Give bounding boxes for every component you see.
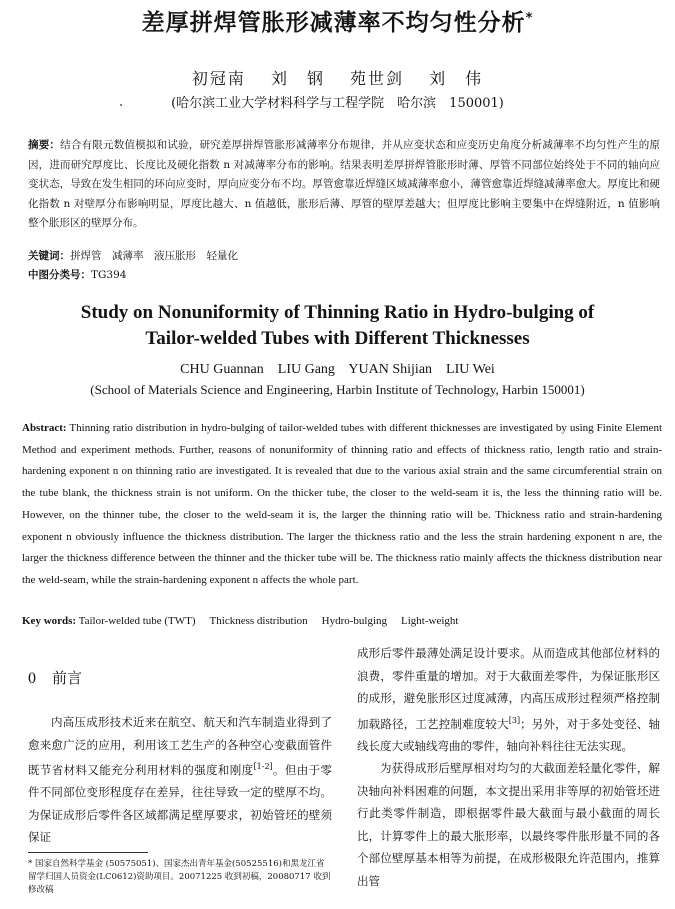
author-cn: 初冠南 [191,69,246,88]
abstract-en-text: Thinning ratio distribution in hydro-bulging of tailor-welded tubes with different thicknesses are investigated by using Finite Element Method and experiment methods. Further, reasons of nonuniformity of thinning ratio and effects of thickness ratio, length ratio and strain-hardening exponent n on thinning ratio are investigated. It is revealed that due to the various axial strain and the same circumferential strain on the tube blank, the thickness strain is not uniform. On the thicker tube, the closer to the weld-seam it is, the less the thinning ratio will be. However, on the thinner tube, the closer to the weld-seam it is, the larger the thinning ratio will be. Thickness ratio and strain-hardening exponent n obviously influence the thickness distribution. The larger the thickness ratio and the less the strain hardening exponent n are, the larger the thickness difference between the thinner and the thicker tube will be. The thickness ratio mainly affects the thickness distribution near the weld-seam, while the strain-hardening exponent n affects the whole part. [22,422,662,586]
title-en-line: Tailor-welded Tubes with Different Thicknesses [145,328,530,349]
clc-label: 中图分类号： [28,269,91,281]
section-title: 前言 [52,669,83,687]
body-text: ；另外，对于多处变径、轴线长度大或轴线弯曲的零件，轴向补料往往无法实现。 [357,716,660,753]
abstract-cn [28,136,660,234]
keyword-en: Light-weight [401,615,459,627]
keywords-cn-label: 关键词： [28,250,70,262]
keyword-cn: 轻量化 [206,250,238,262]
keywords-cn [28,247,660,267]
author-en: LIU Wei [446,362,495,377]
author-cn: 刘 伟 [429,69,484,88]
body-column-left [28,711,332,849]
clc-value: TG394 [91,269,127,281]
body-text: 。但由于零件不同部位变形程度存在差异，往往导致一定的壁厚不均。为保证成形后零件各区域都满足壁厚要求，初始管坯的壁须保证 [28,762,333,845]
body-text: 内高压成形技术近来在航空、航天和汽车制造业得到了愈来愈广泛的应用，利用该工艺生产的各种空心变截面管件既节省材料又能充分利用材料的强度和刚度 [28,715,332,777]
body-paragraph: 为获得成形后壁厚相对均匀的大截面差轻量化零件，解决轴向补料困难的问题，本文提出采用非等厚的初始管坯进行此类零件制造，即根据零件最大截面与最小截面的周长比，计算零件上的最大胀形率，以最终零件胀形量不同的各个部位壁厚基本相等为前提，在成形极限允许范围内，推算出管 [357,761,660,888]
paper-title-en [0,300,675,352]
paper-title-cn [0,8,675,38]
footnote-divider [28,852,148,853]
title-footnote-marker: * [525,11,534,26]
funding-footnote: * 国家自然科学基金 (50575051)、国家杰出青年基金(50525516)和黑龙江省留学归国人员资金(LC0612)资助项目。20071225 收到初稿，20080717 收到修改稿 [28,859,331,895]
keyword-en: Hydro-bulging [321,615,388,627]
author-cn: 苑世剑 [350,69,405,88]
section-number: 0 [28,670,36,687]
keyword-cn: 拼焊管 [70,250,102,262]
keyword-en: Thickness distribution [209,615,308,627]
authors-en [0,361,675,379]
title-en-line: Study on Nonuniformity of Thinning Ratio in Hydro-bulging of [80,302,595,323]
keywords-en [22,612,662,630]
body-paragraph [357,642,660,757]
section-heading-introduction [28,668,82,689]
keyword-cn: 减薄率 [112,250,144,262]
abstract-cn-text: 结合有限元数值模拟和试验，研究差厚拼焊管胀形减薄率分布规律，并从应变状态和应变历史角度分析减薄率不均匀性产生的原因，进而研究厚度比、长度比及硬化指数 n 对减薄率分布的影响。结果表明差厚拼焊管胀形时薄、厚管不同部位始终处于不同的轴向应变状态，导致在发生相同的环向应变时，厚向应变分布不均。厚管愈靠近焊缝区域减薄率愈小，薄管愈靠近焊缝减薄率愈大。厚度比和硬化指数 n 对壁厚分布影响明显，厚度比越大、n 值越低，胀形后薄、厚管的壁厚差越大；但厚度比影响主要集中在焊缝附近，n 值影响整个胀形区的壁厚分布。 [28,139,661,229]
abstract-en-label: Abstract: [22,422,67,434]
affiliation-cn: (哈尔滨工业大学材料科学与工程学院 哈尔滨 150001) [171,96,504,111]
keywords-en-label: Key words: [22,615,77,627]
clc-number-cn [28,266,660,286]
title-cn-text: 差厚拼焊管胀形减薄率不均匀性分析 [141,10,526,36]
author-en: YUAN Shijian [348,362,433,377]
citation-ref: [1-2] [253,762,273,771]
citation-ref: [3] [508,715,521,725]
authors-cn [0,68,675,90]
keyword-cn: 液压胀形 [154,250,196,262]
abstract-cn-label: 摘要： [28,139,61,151]
abstract-en [22,418,662,592]
body-text: 成形后零件最薄处满足设计要求。从而造成其他部位材料的浪费，零件重量的增加。对于大截面差零件，为保证胀形区的成形，避免胀形区过度减薄，内高压成形过程须严格控制加载路径，工艺控制难度较大 [357,646,660,731]
keyword-en: Tailor-welded tube (TWT) [78,615,196,627]
author-cn: 刘 钢 [270,69,325,88]
body-column-right [357,642,660,892]
author-en: LIU Gang [277,362,335,377]
affiliation-en: (School of Materials Science and Engineering, Harbin Institute of Technology, Harbin 150001) [90,382,585,397]
author-en: CHU Guannan [180,362,264,377]
